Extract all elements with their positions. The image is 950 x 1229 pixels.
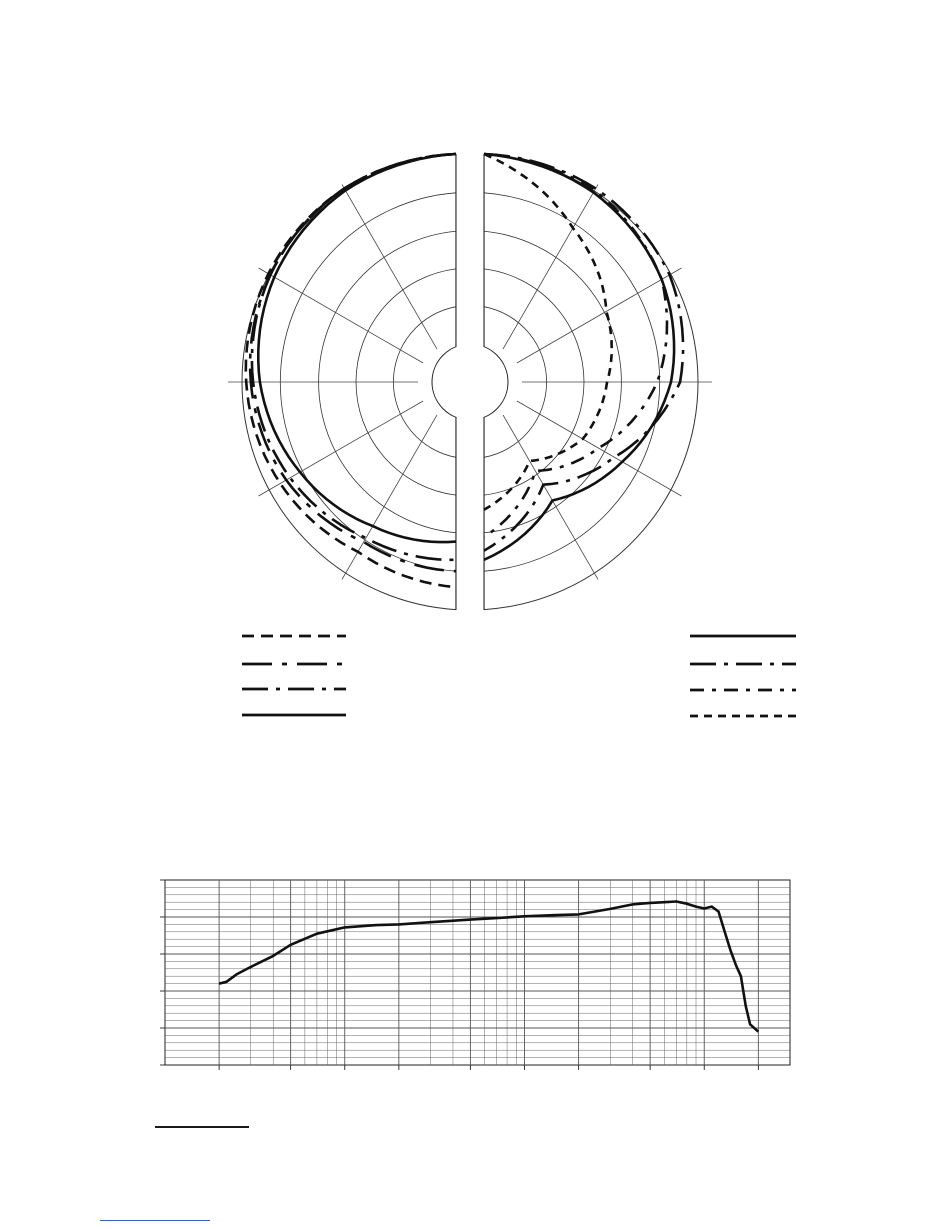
polar-grid [228, 149, 712, 615]
bottom-link-rule [100, 1220, 210, 1221]
footer-rule [155, 1126, 249, 1128]
polar-series-right-short-dash [484, 154, 612, 510]
polar-series-left-long-dash-dot-long [252, 154, 456, 560]
polar-series-right-dash-dot-long [484, 154, 667, 537]
response-grid [160, 880, 790, 1070]
response-curve [219, 902, 758, 1032]
frequency-response-chart [0, 860, 950, 1090]
polar-series-right-solid [484, 154, 674, 560]
polar-series-right-long-dash-dot-long [484, 154, 683, 551]
polar-legend [242, 636, 796, 716]
polar-series-left-dash [246, 154, 456, 587]
response-line [219, 902, 758, 1032]
center-gap [457, 342, 484, 422]
